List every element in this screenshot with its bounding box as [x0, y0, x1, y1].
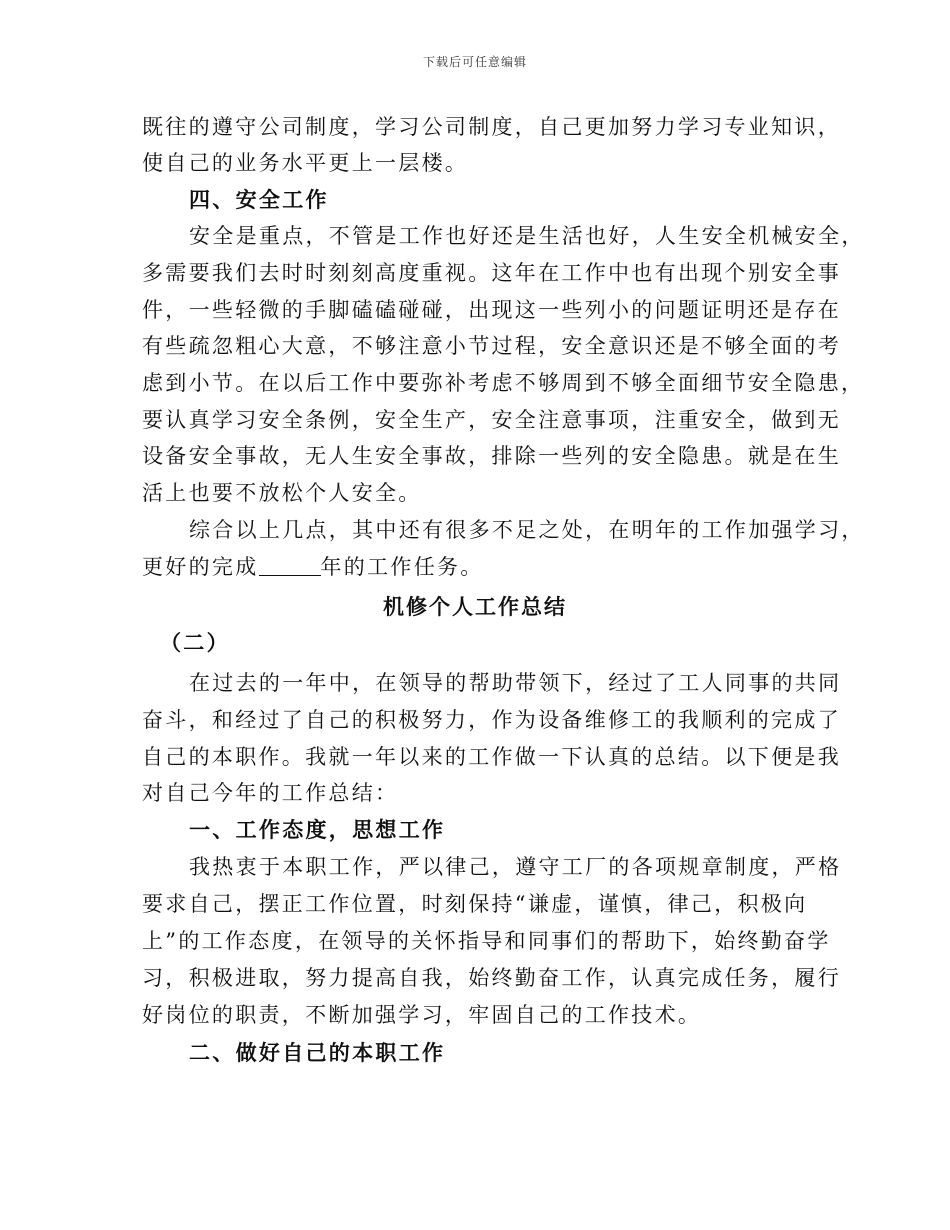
text-fragment: 年的工作任务。: [320, 555, 484, 579]
paragraph-line: 习，积极进取，努力提高自我，始终勤奋工作，认真完成任务，履行: [142, 966, 841, 990]
paragraph-line: 有些疏忽粗心大意，不够注意小节过程，安全意识还是不够全面的考: [142, 334, 841, 358]
paragraph-line: 对自己今年的工作总结：: [142, 781, 399, 805]
document-title: 机修个人工作总结: [383, 594, 567, 619]
paragraph-line: 自己的本职作。我就一年以来的工作做一下认真的总结。以下便是我: [142, 745, 841, 769]
paragraph-line: 活上也要不放松个人安全。: [142, 481, 422, 505]
paragraph-line: 设备安全事故，无人生安全事故，排除一些列的安全隐患。就是在生: [142, 444, 841, 468]
paragraph-line: 在过去的一年中，在领导的帮助带领下，经过了工人同事的共同: [189, 671, 842, 695]
paragraph-line: 安全是重点，不管是工作也好还是生活也好，人生安全机械安全，: [189, 224, 865, 248]
paragraph-line: 上”的工作态度，在领导的关怀指导和同事们的帮助下，始终勤奋学: [142, 929, 831, 953]
paragraph-line: 多需要我们去时时刻刻高度重视。这年在工作中也有出现个别安全事: [142, 261, 841, 285]
section-heading-safety: 四、安全工作: [189, 187, 329, 212]
paragraph-line: 既往的遵守公司制度，学习公司制度，自己更加努力学习专业知识，: [142, 115, 841, 139]
text-fragment: 更好的完成: [142, 555, 259, 579]
paragraph-line: 虑到小节。在以后工作中要弥补考虑不够周到不够全面细节安全隐患，: [142, 371, 865, 395]
paragraph-line: 使自己的业务水平更上一层楼。: [142, 151, 469, 175]
paragraph-line: 综合以上几点，其中还有很多不足之处，在明年的工作加强学习，: [189, 518, 865, 542]
page-header: 下载后可任意编辑: [422, 55, 527, 69]
document-subtitle: （二）: [160, 630, 230, 655]
paragraph-line: 件，一些轻微的手脚磕磕碰碰，出现这一些列小的问题证明还是存在: [142, 298, 841, 322]
fill-in-blank: [259, 555, 321, 576]
paragraph-line: 我热衷于本职工作，严以律己，遵守工厂的各项规章制度，严格: [189, 855, 842, 879]
paragraph-line: 好岗位的职责，不断加强学习，牢固自己的工作技术。: [142, 1003, 702, 1027]
paragraph-line: [142, 552, 822, 582]
paragraph-line: 要求自己，摆正工作位置，时刻保持“谦虚，谨慎，律己，积极向: [142, 892, 808, 916]
section-heading-attitude: 一、工作态度，思想工作: [189, 817, 446, 842]
paragraph-line: 奋斗，和经过了自己的积极努力，作为设备维修工的我顺利的完成了: [142, 708, 841, 732]
section-heading-duties: 二、做好自己的本职工作: [189, 1040, 446, 1065]
paragraph-line: 要认真学习安全条例，安全生产，安全注意事项，注重安全，做到无: [142, 408, 841, 432]
